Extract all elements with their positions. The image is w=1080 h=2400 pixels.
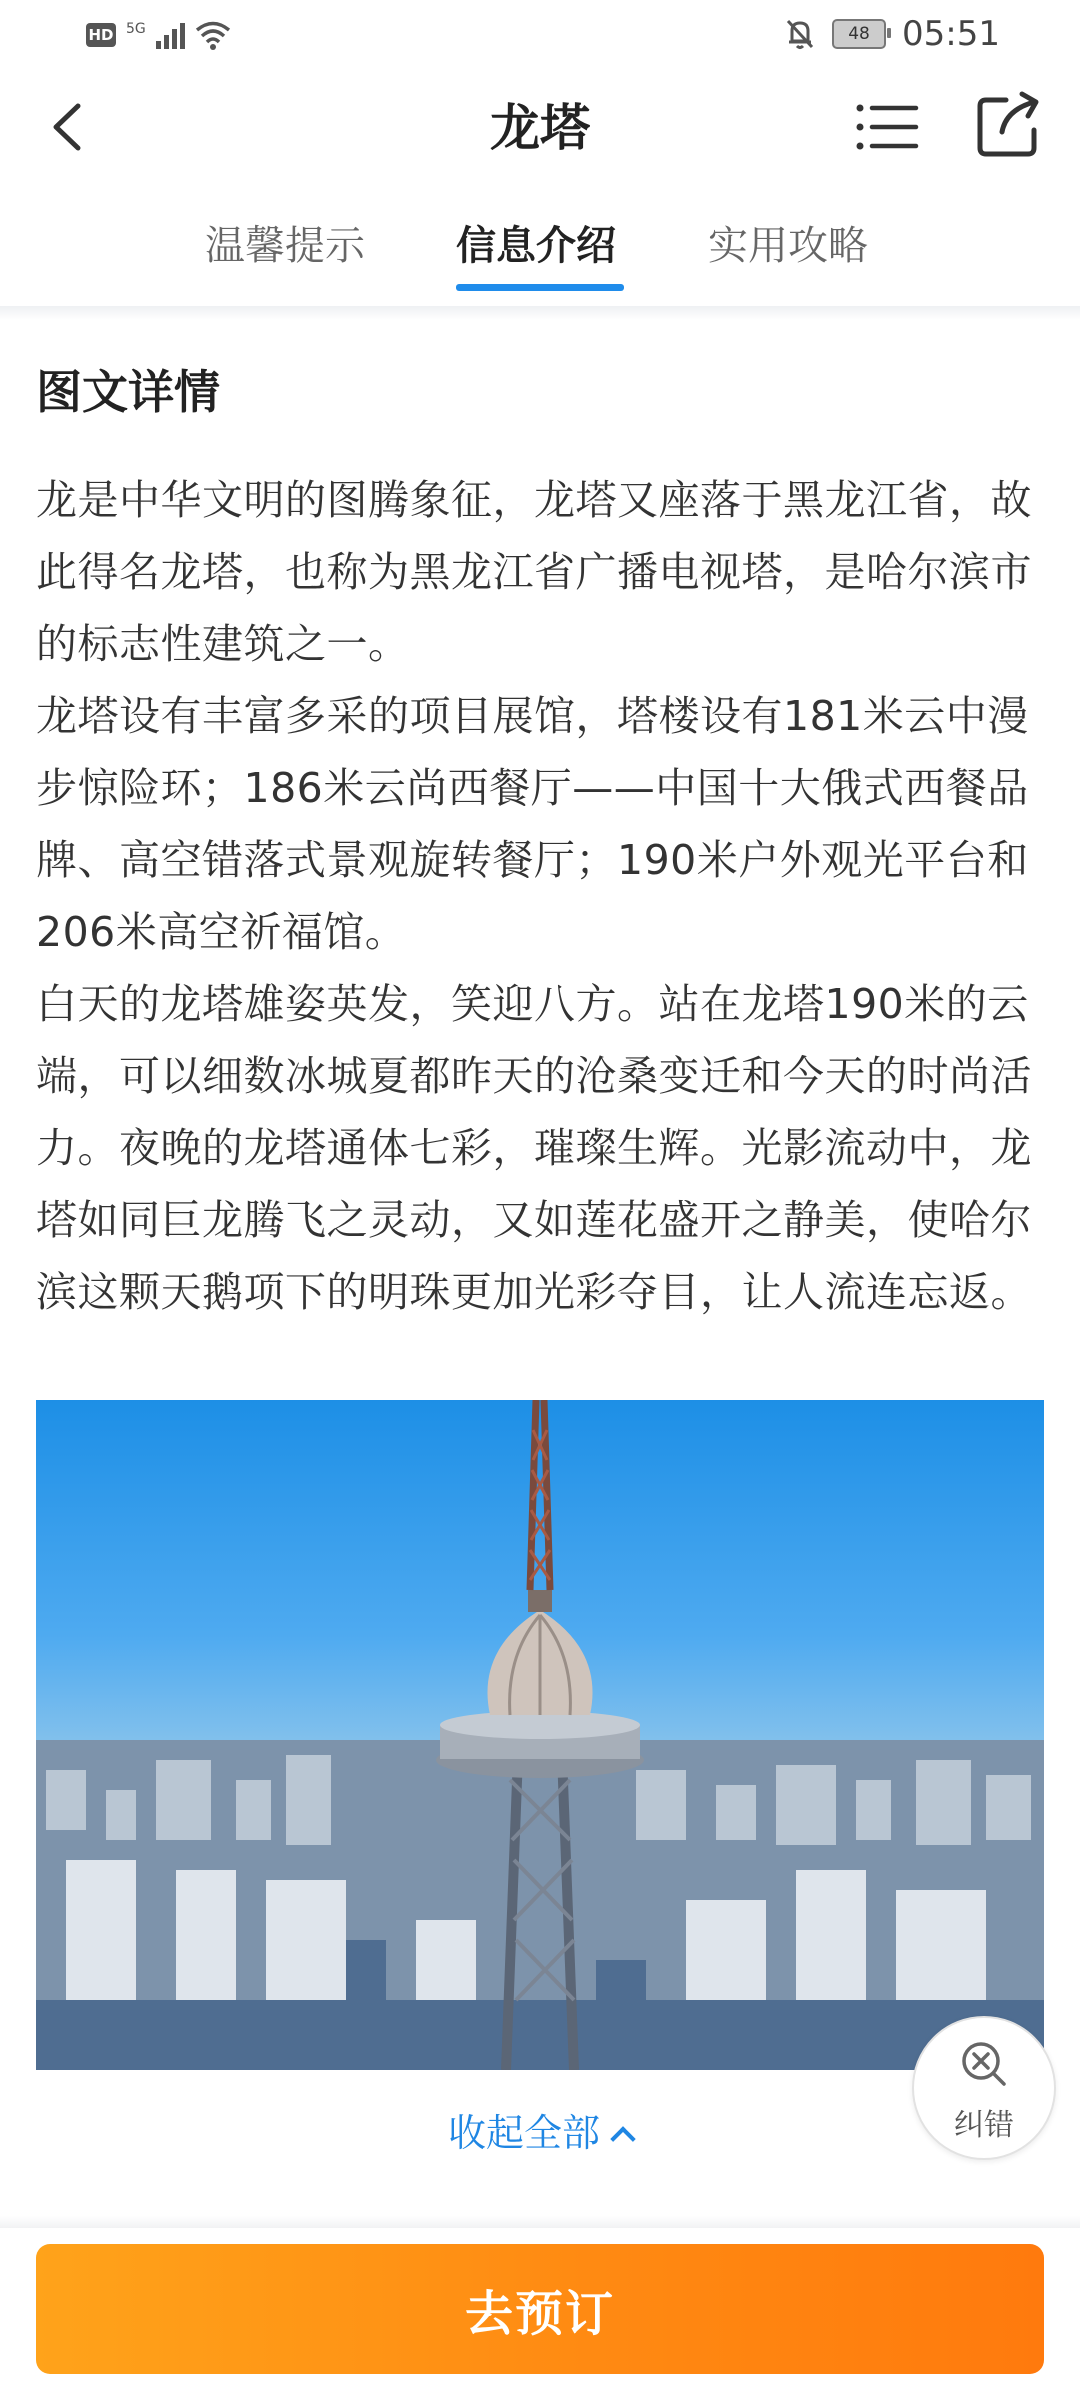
book-button[interactable]: 去预订 — [36, 2244, 1044, 2374]
bell-muted-icon — [784, 17, 816, 51]
signal-icon — [156, 21, 185, 49]
active-tab-indicator — [456, 284, 624, 291]
status-left — [86, 20, 231, 50]
article-paragraph: 龙是中华文明的图腾象征，龙塔又座落于黑龙江省，故此得名龙塔，也称为黑龙江省广播电视塔，是哈尔滨市的标志性建筑之一。 — [36, 476, 1032, 668]
tab-guide[interactable]: 实用攻略 — [708, 223, 868, 269]
collapse-all-label: 收起全部 — [447, 2111, 600, 2155]
chevron-up-icon — [610, 2126, 635, 2151]
wifi-icon — [195, 20, 231, 50]
tower-photo-illustration — [36, 1400, 1044, 2070]
tab-divider — [0, 306, 1080, 320]
status-right — [784, 14, 1000, 54]
tower-photo[interactable] — [36, 1400, 1044, 2070]
hd-badge: HD — [86, 23, 116, 47]
battery-icon — [832, 19, 886, 49]
battery-level: 48 — [848, 24, 870, 44]
menu-list-icon[interactable] — [852, 92, 924, 162]
header-bar — [0, 76, 1080, 176]
share-icon[interactable] — [972, 86, 1048, 162]
tab-tips[interactable]: 温馨提示 — [205, 223, 365, 269]
status-time: 05:51 — [902, 14, 1000, 54]
section-title: 图文详情 — [36, 365, 220, 419]
report-error-label: 纠错 — [954, 2108, 1014, 2143]
article-paragraph: 白天的龙塔雄姿英发，笑迎八方。站在龙塔190米的云端，可以细数冰城夏都昨天的沧桑变迁和今天的时尚活力。夜晚的龙塔通体七彩，璀璨生辉。光影流动中，龙塔如同巨龙腾飞之灵动，又如莲花盛开之静美，使哈尔滨这颗天鹅项下的明珠更加光彩夺目，让人流连忘返。 — [36, 980, 1032, 1316]
article-body — [36, 464, 1046, 1328]
bottom-divider — [0, 2216, 1080, 2228]
close-circle-icon — [960, 2040, 1008, 2088]
article-paragraph: 龙塔设有丰富多采的项目展馆，塔楼设有181米云中漫步惊险环；186米云尚西餐厅——中国十大俄式西餐品牌、高空错落式景观旋转餐厅；190米户外观光平台和206米高空祈福馆。 — [36, 692, 1029, 956]
report-error-button[interactable] — [912, 2016, 1056, 2160]
tab-info[interactable]: 信息介绍 — [456, 223, 616, 269]
status-bar — [0, 0, 1080, 76]
page-title: 龙塔 — [490, 99, 590, 157]
network-type: 5G — [126, 21, 146, 37]
tab-bar — [0, 200, 1080, 308]
